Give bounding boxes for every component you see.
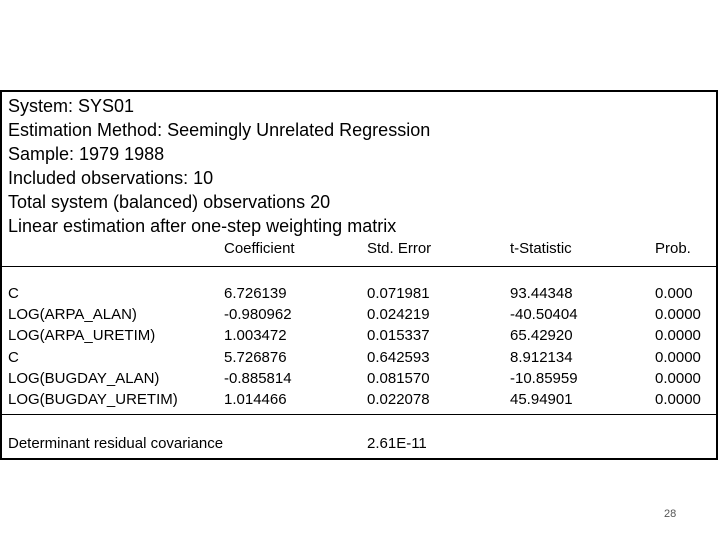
std-error-column [367, 283, 430, 410]
prob-value: 0.0000 [655, 327, 701, 345]
system-line: System: SYS01 [8, 96, 135, 116]
sample-line: Sample: 1979 1988 [8, 144, 165, 164]
coefficient-value: 6.726139 [224, 285, 287, 302]
std-error-value: 0.642593 [367, 348, 430, 366]
t-statistic-column [510, 283, 578, 410]
column-header-coefficient: Coefficient [224, 240, 295, 257]
std-error-value: 0.071981 [367, 285, 430, 302]
t-statistic-value: 93.44348 [510, 285, 573, 302]
std-error-value: 0.081570 [367, 369, 430, 387]
method-line: Estimation Method: Seemingly Unrelated Regression [8, 120, 431, 140]
coefficient-column [224, 283, 292, 410]
t-statistic-value: 65.42920 [510, 327, 573, 345]
std-error-value: 0.024219 [367, 306, 430, 324]
prob-value: 0.0000 [655, 369, 701, 387]
prob-value: 0.0000 [655, 348, 701, 366]
table-row-name: C [8, 348, 19, 366]
page-number: 28 [664, 508, 677, 520]
column-header-std-error: Std. Error [367, 240, 432, 257]
prob-column [655, 283, 701, 410]
table-row-name: LOG(ARPA_ALAN) [8, 306, 137, 324]
included-line: Included observations: 10 [8, 168, 214, 188]
coefficient-value: 1.014466 [224, 391, 287, 409]
t-statistic-value: 8.912134 [510, 348, 573, 366]
table-row-name: LOG(BUGDAY_URETIM) [8, 391, 178, 409]
variable-name-column [8, 283, 178, 410]
t-statistic-value: 45.94901 [510, 391, 573, 409]
coefficient-value: -0.885814 [224, 369, 292, 387]
t-statistic-value: -40.50404 [510, 306, 578, 324]
prob-value: 0.000 [655, 285, 693, 302]
table-bottom-rule [0, 414, 718, 415]
linear-line: Linear estimation after one-step weighting matrix [8, 216, 397, 236]
table-row-name: LOG(ARPA_URETIM) [8, 327, 156, 345]
t-statistic-value: -10.85959 [510, 369, 578, 387]
prob-value: 0.0000 [655, 391, 701, 409]
determinant-label: Determinant residual covariance [8, 435, 224, 452]
prob-value: 0.0000 [655, 306, 701, 324]
table-row-name: LOG(BUGDAY_ALAN) [8, 369, 160, 387]
column-header-prob: Prob. [655, 240, 691, 257]
coefficient-value: 1.003472 [224, 327, 287, 345]
determinant-value: 2.61E-11 [367, 435, 427, 452]
column-header-t-statistic: t-Statistic [510, 240, 572, 257]
table-top-rule [0, 266, 718, 267]
table-row-name: C [8, 285, 19, 302]
std-error-value: 0.015337 [367, 327, 430, 345]
coefficient-value: 5.726876 [224, 348, 287, 366]
std-error-value: 0.022078 [367, 391, 430, 409]
total-line: Total system (balanced) observations 20 [8, 192, 331, 212]
coefficient-value: -0.980962 [224, 306, 292, 324]
